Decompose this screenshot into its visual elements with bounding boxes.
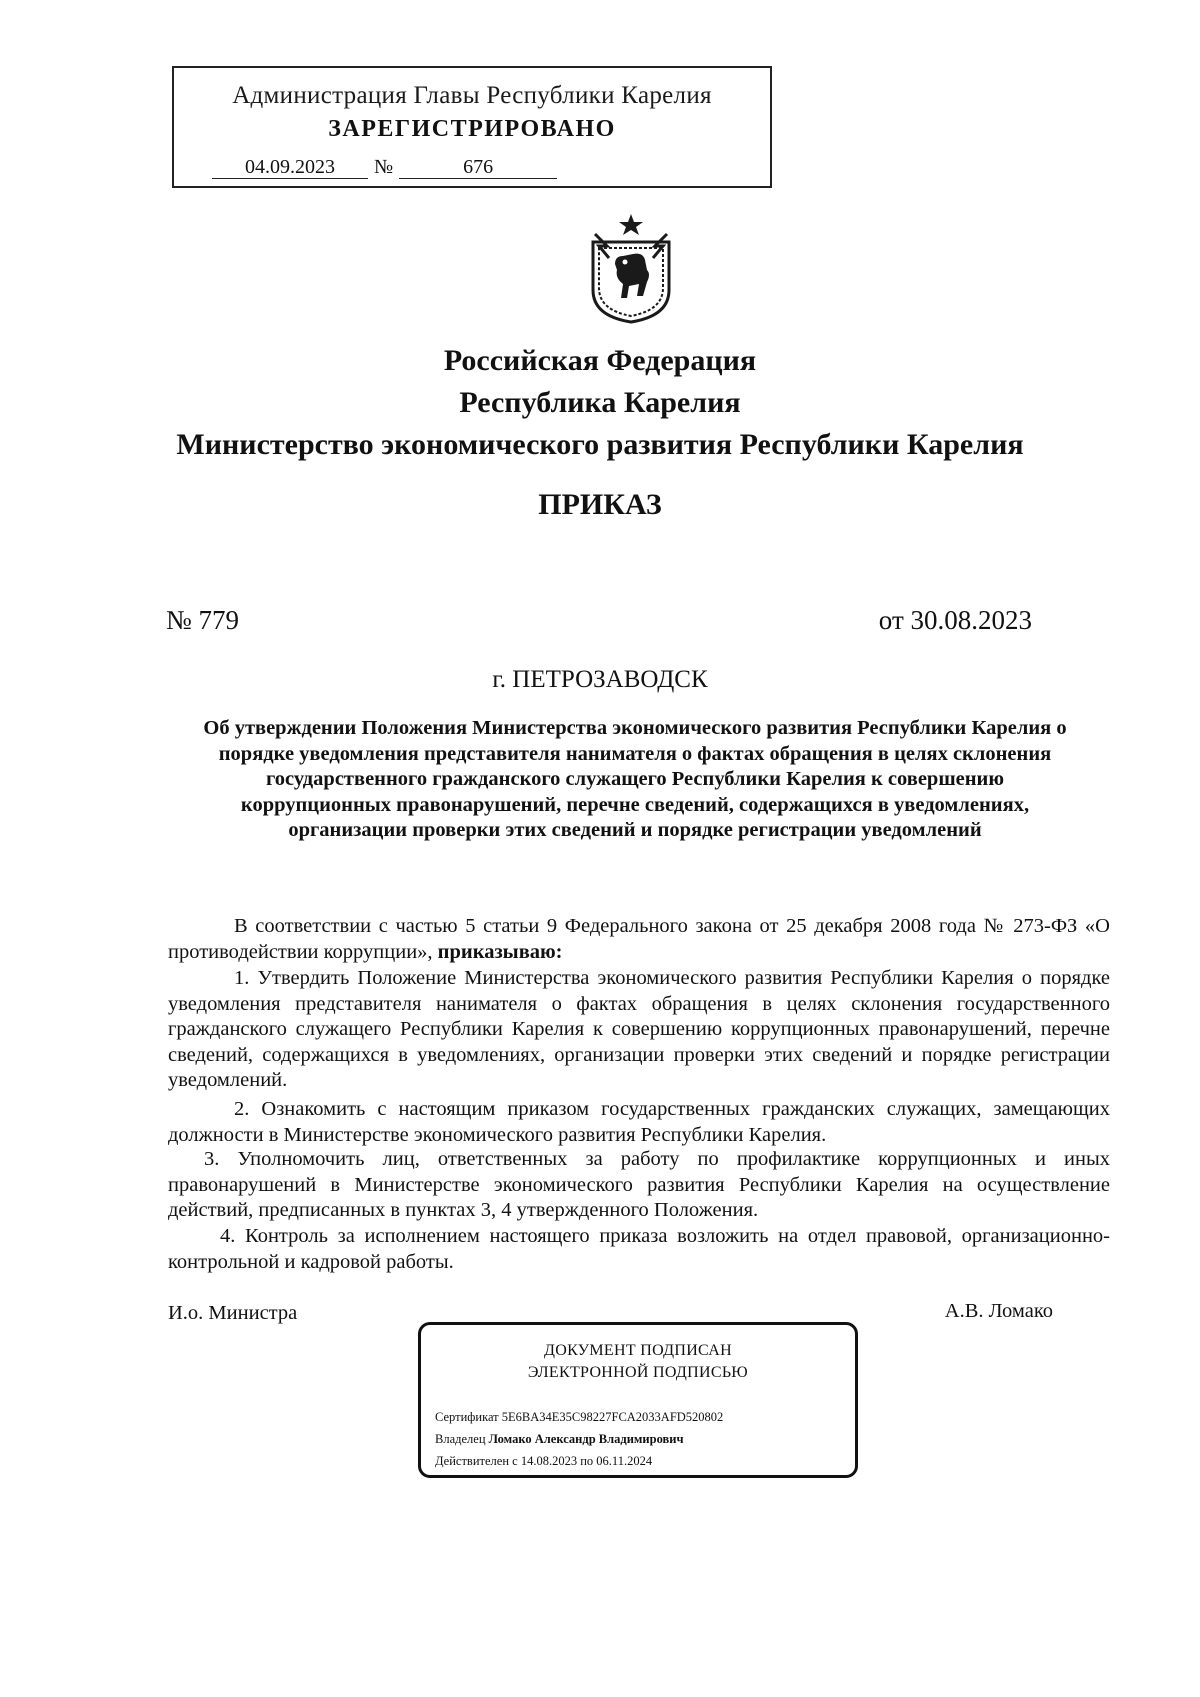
esign-owner (435, 1432, 684, 1447)
esign-owner-label: Владелец (435, 1432, 486, 1446)
esign-owner-value: Ломако Александр Владимирович (488, 1432, 684, 1446)
order-city: г. ПЕТРОЗАВОДСК (492, 666, 708, 693)
order-subject: Об утверждении Положения Министерства экономического развития Республики Карелия о порядке уведомления представителя нанимателя о фактах обращения в целях склонения государственного гражданского служащего Республики Карелия к совершению коррупционных правонарушений, перечне сведений, содержащихся в уведомлениях, организации проверки этих сведений и порядке регистрации уведомлений (203, 717, 1067, 841)
header-republic: Республика Карелия (459, 386, 741, 419)
registration-stamp (172, 66, 772, 188)
esign-validity (435, 1454, 652, 1469)
esign-title-line2: ЭЛЕКТРОННОЙ ПОДПИСЬЮ (527, 1364, 749, 1381)
esign-valid-from: 14.08.2023 (520, 1454, 578, 1468)
body-item-4: 4. Контроль за исполнением настоящего приказа возложить на отдел правовой, организационно-контрольной и кадровой работы. (168, 1225, 1110, 1273)
esign-certificate-label: Сертификат (435, 1410, 499, 1424)
registration-authority: Администрация Главы Республики Карелия (232, 82, 712, 109)
signer-position: И.о. Министра (168, 1302, 298, 1324)
document-type-title: ПРИКАЗ (538, 488, 662, 521)
body-preamble (168, 914, 1110, 965)
header-country: Российская Федерация (443, 344, 757, 377)
registration-details (212, 156, 557, 179)
esign-valid-from-prefix: с (512, 1454, 518, 1468)
registration-status: ЗАРЕГИСТРИРОВАНО (328, 116, 616, 142)
registration-number-sign: № (374, 156, 394, 178)
body-item-2: 2. Ознакомить с настоящим приказом государственных гражданских служащих, замещающих должности в Министерстве экономического развития Республики Карелия. (168, 1098, 1110, 1146)
body-item-1: 1. Утвердить Положение Министерства экономического развития Республики Карелия о порядке уведомления представителя нанимателя о фактах обращения в целях склонения государственного гражданского служащего Республики Карелия к совершению коррупционных правонарушений, перечне сведений, содержащихся в уведомлениях, организации проверки этих сведений и порядке регистрации уведомлений. (168, 967, 1110, 1091)
registration-date: 04.09.2023 (212, 156, 368, 179)
esign-validity-label: Действителен (435, 1454, 510, 1468)
signer-name: А.В. Ломако (944, 1300, 1053, 1322)
karelia-coat-of-arms-icon (585, 212, 677, 324)
esign-certificate (435, 1410, 723, 1425)
body-preamble-decree: приказываю: (437, 940, 563, 963)
esign-certificate-value: 5E6BA34E35C98227FCA2033AFD520802 (501, 1410, 724, 1424)
esign-valid-to-prefix: по (580, 1454, 594, 1468)
body-preamble-text: В соответствии с частью 5 статьи 9 Федерального закона от 25 декабря 2008 года № 273-ФЗ «О противодействии коррупции», (168, 915, 1110, 963)
header-ministry: Министерство экономического развития Республики Карелия (176, 428, 1024, 461)
registration-number: 676 (399, 156, 557, 179)
esign-title-line1: ДОКУМЕНТ ПОДПИСАН (544, 1342, 732, 1359)
esign-valid-to: 06.11.2024 (596, 1454, 653, 1468)
body-item-3: 3. Уполномочить лиц, ответственных за работу по профилактике коррупционных и иных правонарушений в Министерстве экономического развития Республики Карелия на осуществление действий, предписанных в пунктах 3, 4 утвержденного Положения. (168, 1148, 1110, 1221)
order-date: от 30.08.2023 (878, 605, 1032, 635)
order-number: № 779 (166, 605, 240, 635)
electronic-signature-stamp (418, 1322, 858, 1478)
